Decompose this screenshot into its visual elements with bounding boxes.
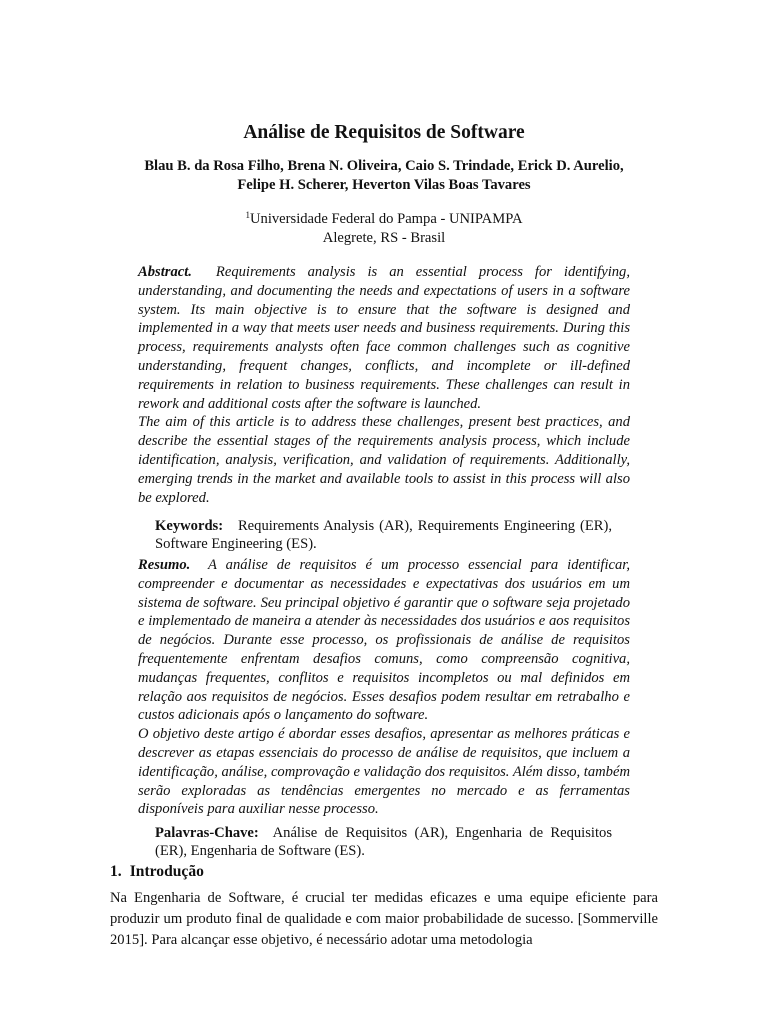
palavras-chave-text: Análise de Requisitos (AR), Engenharia de Requisitos (ER), Engenharia de Software (ES).: [155, 824, 612, 860]
affiliation-institution-line: [0, 210, 768, 229]
abstract-text-1: Requirements analysis is an essential process for identifying, understanding, and documenting the needs and expectations of users in a software system. Its main objective is to ensure that the software is designed and implemented in a way that meets user needs and business requirements. During this process, requirements analysts often face common challenges such as cognitive understanding, frequent changes, conflicts, and incomplete or ill-defined requirements in relation to business requirements. These challenges can result in rework and additional costs after the software is launched.: [138, 264, 630, 412]
affiliation: [0, 210, 768, 248]
abstract-label: Abstract.: [138, 264, 192, 280]
author-line-1: Blau B. da Rosa Filho, Brena N. Oliveira, Caio S. Trindade, Erick D. Aurelio,: [144, 158, 624, 174]
affiliation-location: Alegrete, RS - Brasil: [322, 230, 446, 246]
affiliation-superscript: 1: [245, 210, 250, 220]
introduction-body: [110, 888, 658, 951]
section-number: 1.: [110, 863, 122, 880]
palavras-chave-paragraph: [155, 824, 612, 862]
author-line-2: Felipe H. Scherer, Heverton Vilas Boas Tavares: [237, 177, 531, 193]
section-title: Introdução: [129, 863, 204, 880]
palavras-chave-label: Palavras-Chave:: [155, 824, 259, 841]
abstract-block: [138, 263, 630, 507]
resumo-text-1: A análise de requisitos é um processo essencial para identificar, compreender e documentar as necessidades e expectativas dos usuários em um sistema de software. Seu principal objetivo é garantir que o software seja projetado e implementado de maneira a atender às necessidades dos usuários e aos requisitos de negócios. Durante esse processo, os profissionais de análise de requisitos frequentemente enfrentam desafios comuns, como compreensão cognitiva, mudanças frequentes, conflitos e requisitos incompletos ou mal definidos em relação aos requisitos de negócios. Esses desafios podem resultar em retrabalho e custos adicionais após o lançamento do software.: [138, 557, 630, 724]
section-heading-introducao: [110, 862, 204, 882]
paper-title: Análise de Requisitos de Software: [243, 122, 525, 143]
author-list: [110, 157, 658, 195]
resumo-block: [138, 556, 630, 819]
resumo-paragraph-1: [138, 556, 630, 725]
resumo-paragraph-2: O objetivo deste artigo é abordar esses desafios, apresentar as melhores práticas e descrever as etapas essenciais do processo de análise de requisitos, que incluem a identificação, análise, comprovação e validação dos requisitos. Além disso, também serão exploradas as tendências emergentes no mercado e as ferramentas disponíveis para auxiliar nesse processo.: [138, 726, 630, 818]
affiliation-institution: Universidade Federal do Pampa - UNIPAMPA: [249, 211, 523, 227]
abstract-paragraph-1: [138, 263, 630, 413]
palavras-chave-block: [155, 809, 612, 876]
introduction-paragraph: Na Engenharia de Software, é crucial ter medidas eficazes e uma equipe eficiente para produzir um produto final de qualidade e com maior probabilidade de sucesso. [Sommerville 2015]. Para alcançar esse objetivo, é necessário adotar uma metodologia: [110, 890, 658, 948]
keywords-text: Requirements Analysis (AR), Requirements Engineering (ER), Software Engineering (ES).: [155, 517, 613, 553]
keywords-label: Keywords:: [155, 517, 224, 534]
resumo-label: Resumo.: [138, 557, 191, 573]
keywords-paragraph: [155, 517, 612, 555]
abstract-paragraph-2: The aim of this article is to address these challenges, present best practices, and describe the essential stages of the requirements analysis process, which include identification, analysis, verification, and validation of requirements. Additionally, emerging trends in the market and available tools to assist in this process will also be explored.: [138, 414, 630, 506]
